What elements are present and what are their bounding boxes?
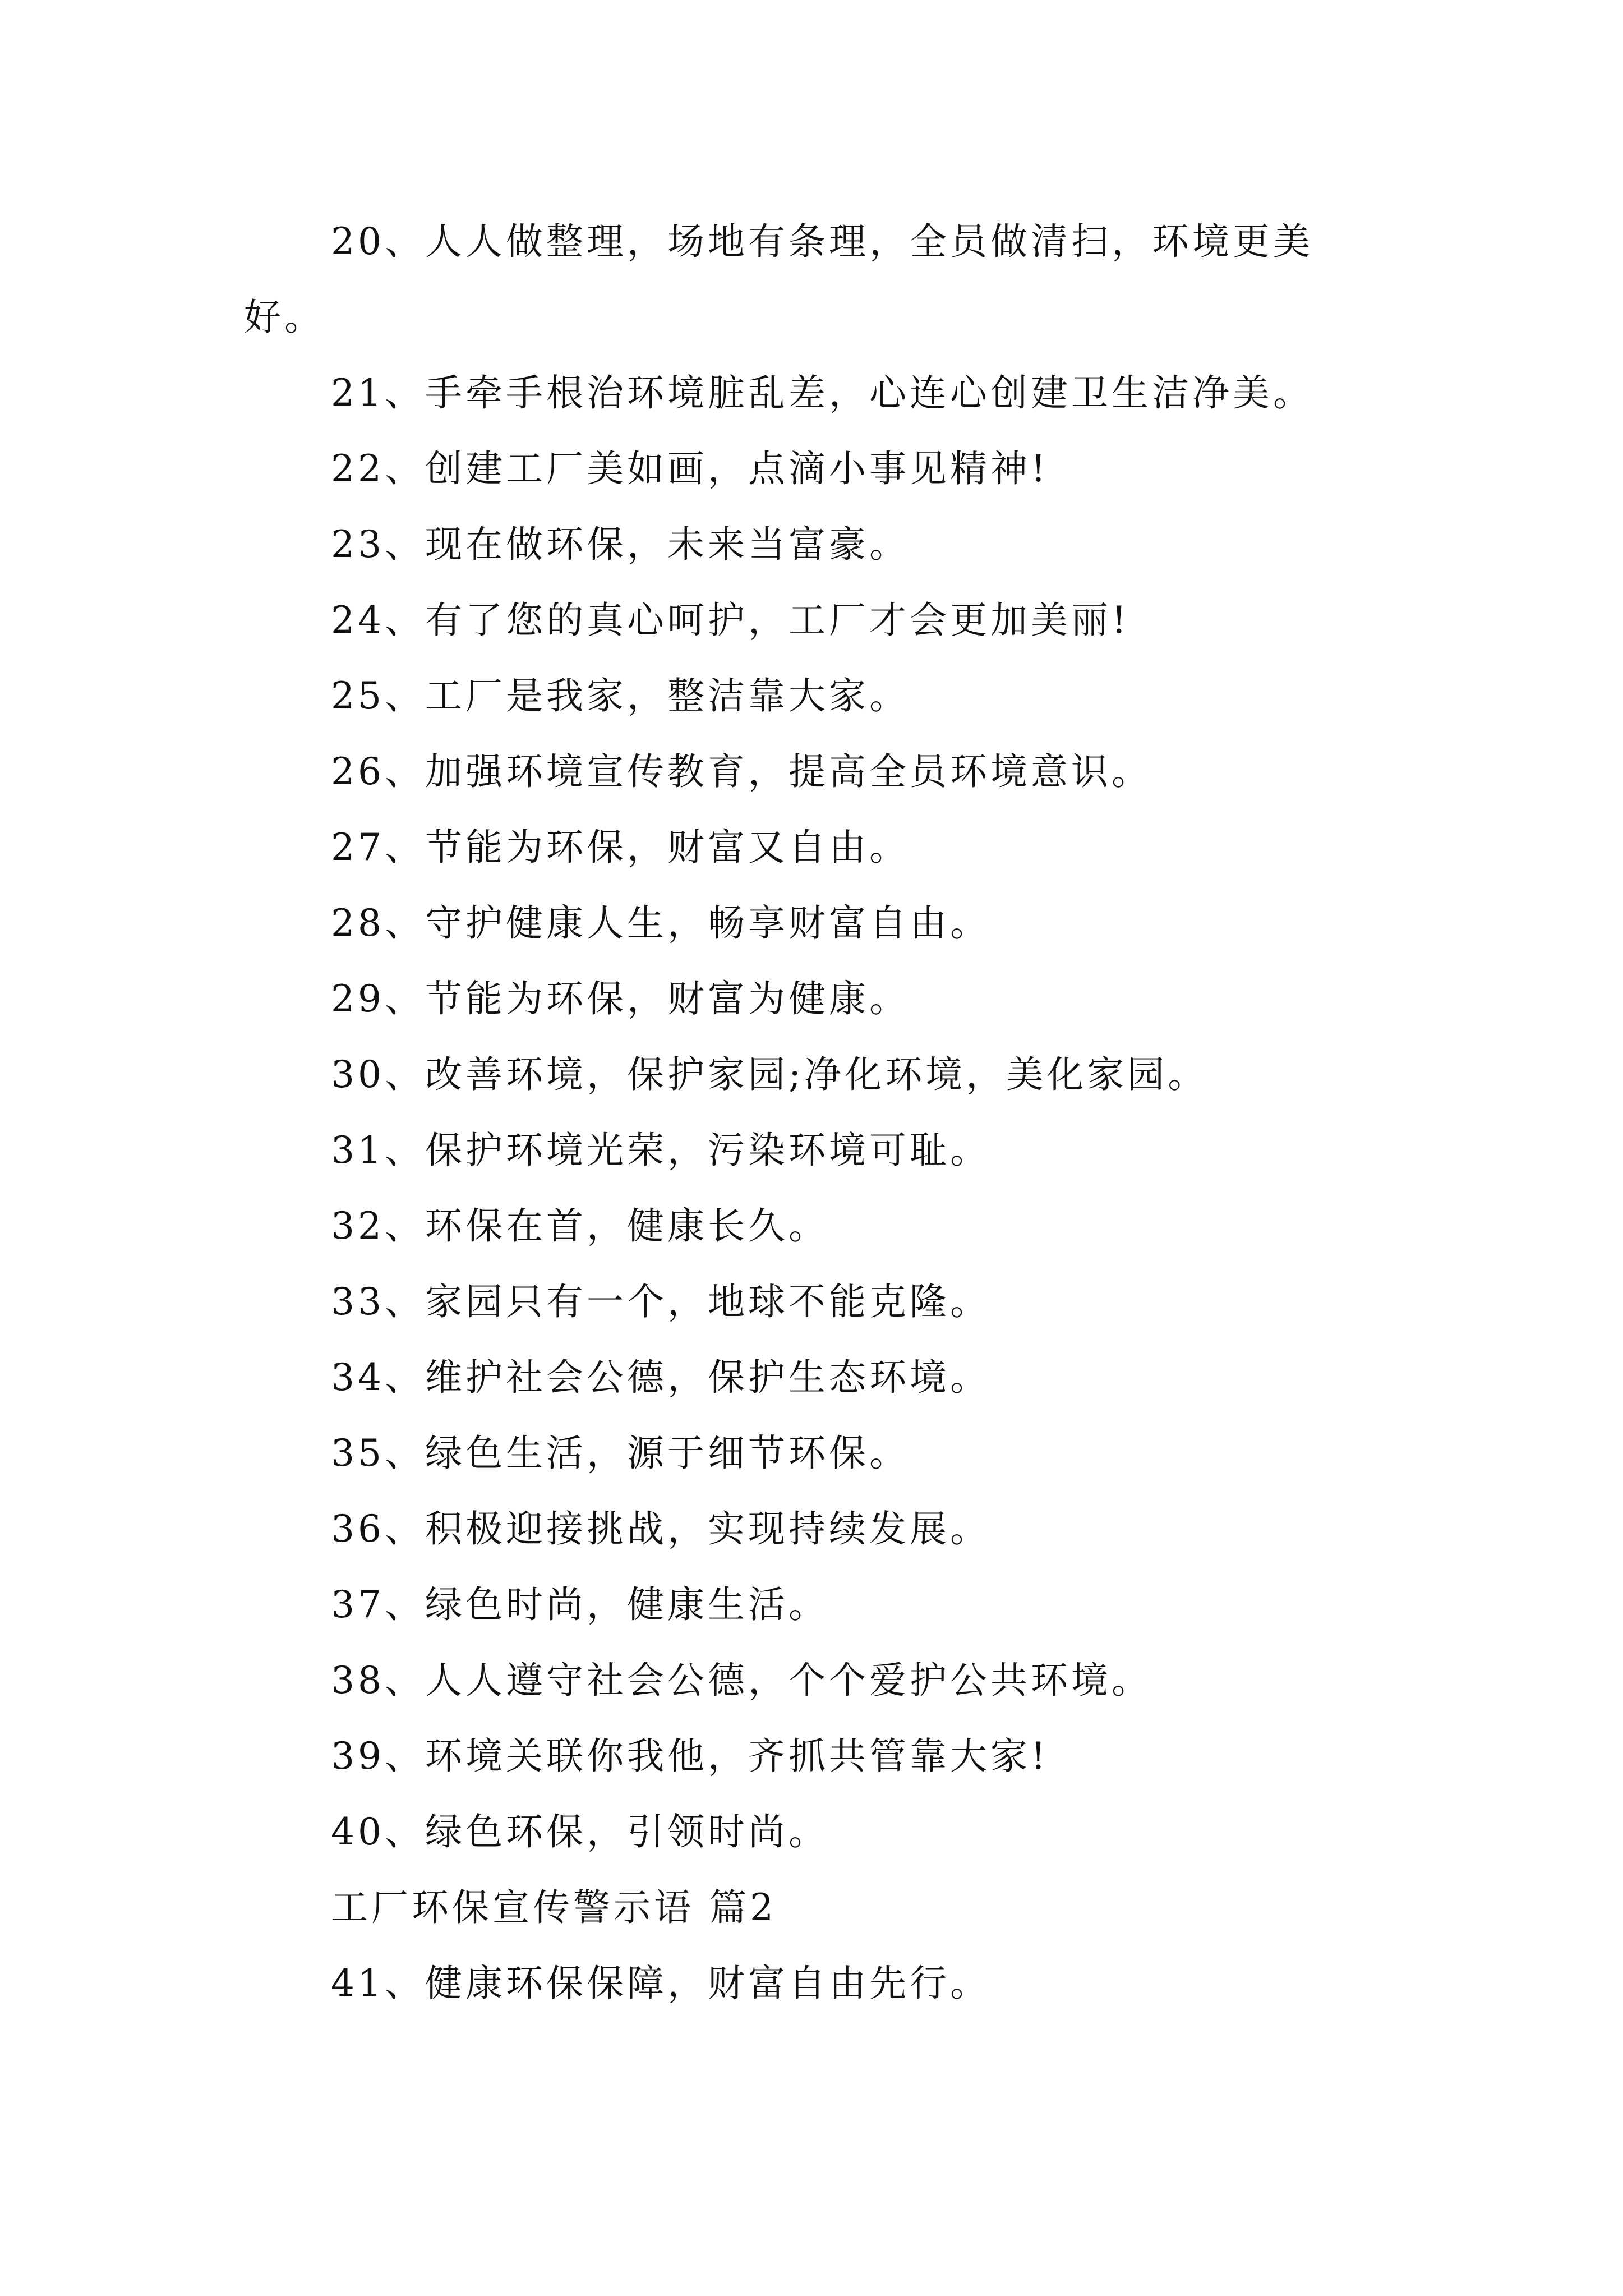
slogan-31: 31、保护环境光荣，污染环境可耻。 xyxy=(331,1129,990,1172)
slogan-41: 41、健康环保保障，财富自由先行。 xyxy=(331,1962,990,2005)
slogan-33: 33、家园只有一个，地球不能克隆。 xyxy=(331,1280,990,1323)
slogan-20-continued: 好。 xyxy=(244,296,325,339)
slogan-21: 21、手牵手根治环境脏乱差，心连心创建卫生洁净美。 xyxy=(331,371,1313,415)
slogan-20: 20、人人做整理，场地有条理，全员做清扫，环境更美 xyxy=(331,220,1313,263)
slogan-26: 26、加强环境宣传教育，提高全员环境意识。 xyxy=(331,750,1152,793)
slogan-22: 22、创建工厂美如画，点滴小事见精神! xyxy=(331,447,1049,490)
slogan-30: 30、改善环境，保护家园;净化环境，美化家园。 xyxy=(331,1053,1209,1096)
slogan-32: 32、环保在首，健康长久。 xyxy=(331,1204,829,1248)
slogan-40: 40、绿色环保，引领时尚。 xyxy=(331,1810,829,1853)
slogan-34: 34、维护社会公德，保护生态环境。 xyxy=(331,1356,990,1399)
slogan-28: 28、守护健康人生，畅享财富自由。 xyxy=(331,901,990,945)
slogan-39: 39、环境关联你我他，齐抓共管靠大家! xyxy=(331,1734,1049,1778)
slogan-38: 38、人人遵守社会公德，个个爱护公共环境。 xyxy=(331,1659,1152,1702)
slogan-23: 23、现在做环保，未来当富豪。 xyxy=(331,523,910,566)
slogan-25: 25、工厂是我家，整洁靠大家。 xyxy=(331,674,910,717)
slogan-24: 24、有了您的真心呵护，工厂才会更加美丽! xyxy=(331,599,1130,642)
slogan-29: 29、节能为环保，财富为健康。 xyxy=(331,977,910,1020)
slogan-27: 27、节能为环保，财富又自由。 xyxy=(331,826,910,869)
slogan-36: 36、积极迎接挑战，实现持续发展。 xyxy=(331,1507,990,1550)
section-heading: 工厂环保宣传警示语 篇2 xyxy=(331,1886,777,1929)
slogan-37: 37、绿色时尚，健康生活。 xyxy=(331,1583,829,1626)
slogan-35: 35、绿色生活，源于细节环保。 xyxy=(331,1432,910,1475)
